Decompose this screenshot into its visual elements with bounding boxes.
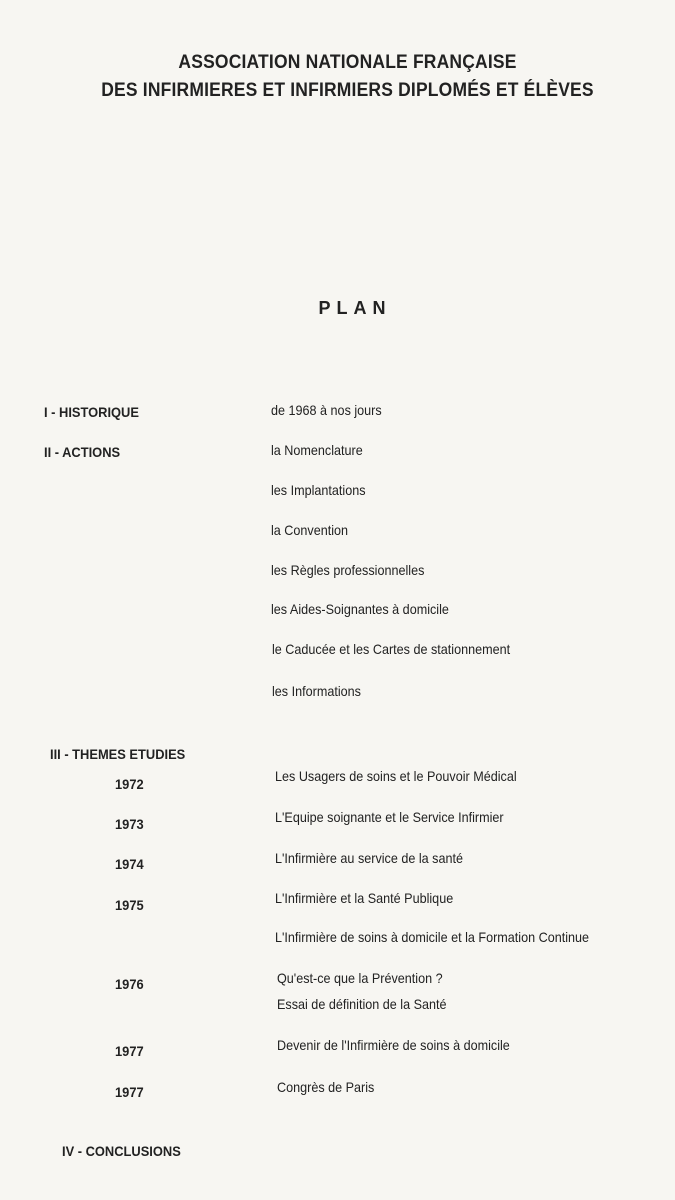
actions-item: les Informations [272, 683, 361, 699]
theme-text: Essai de définition de la Santé [277, 996, 447, 1012]
theme-text: L'Infirmière de soins à domicile et la Formation Continue [275, 929, 590, 945]
section-themes-title: III - THEMES ETUDIES [50, 746, 186, 762]
theme-year: 1977 [115, 1043, 144, 1059]
actions-item: les Aides-Soignantes à domicile [271, 601, 449, 617]
theme-year: 1972 [115, 776, 144, 792]
actions-item: le Caducée et les Cartes de stationnement [272, 641, 511, 657]
theme-text: L'Infirmière au service de la santé [275, 850, 464, 866]
header-line-1: ASSOCIATION NATIONALE FRANÇAISE [178, 52, 517, 73]
theme-text: Les Usagers de soins et le Pouvoir Médical [275, 768, 517, 784]
actions-item: la Convention [271, 522, 349, 538]
plan-title: PLAN [318, 298, 392, 318]
historique-text: de 1968 à nos jours [271, 402, 382, 418]
theme-year: 1976 [115, 976, 144, 992]
header-line-2: DES INFIRMIERES ET INFIRMIERS DIPLOMÉS ET ÉLÈVES [101, 80, 594, 101]
section-historique-title: I - HISTORIQUE [44, 404, 139, 420]
theme-year: 1975 [115, 897, 144, 913]
actions-item: la Nomenclature [271, 442, 363, 458]
actions-item: les Règles professionnelles [271, 562, 425, 578]
theme-year: 1973 [115, 816, 144, 832]
theme-year: 1977 [115, 1084, 144, 1100]
theme-text: Devenir de l'Infirmière de soins à domicile [277, 1037, 510, 1053]
theme-year: 1974 [115, 856, 144, 872]
theme-text: Congrès de Paris [277, 1079, 375, 1095]
section-conclusions-title: IV - CONCLUSIONS [62, 1143, 181, 1159]
section-actions-title: II - ACTIONS [44, 444, 121, 460]
theme-text: L'Equipe soignante et le Service Infirmier [275, 809, 504, 825]
theme-text: L'Infirmière et la Santé Publique [275, 890, 454, 906]
actions-item: les Implantations [271, 482, 366, 498]
theme-text: Qu'est-ce que la Prévention ? [277, 970, 443, 986]
